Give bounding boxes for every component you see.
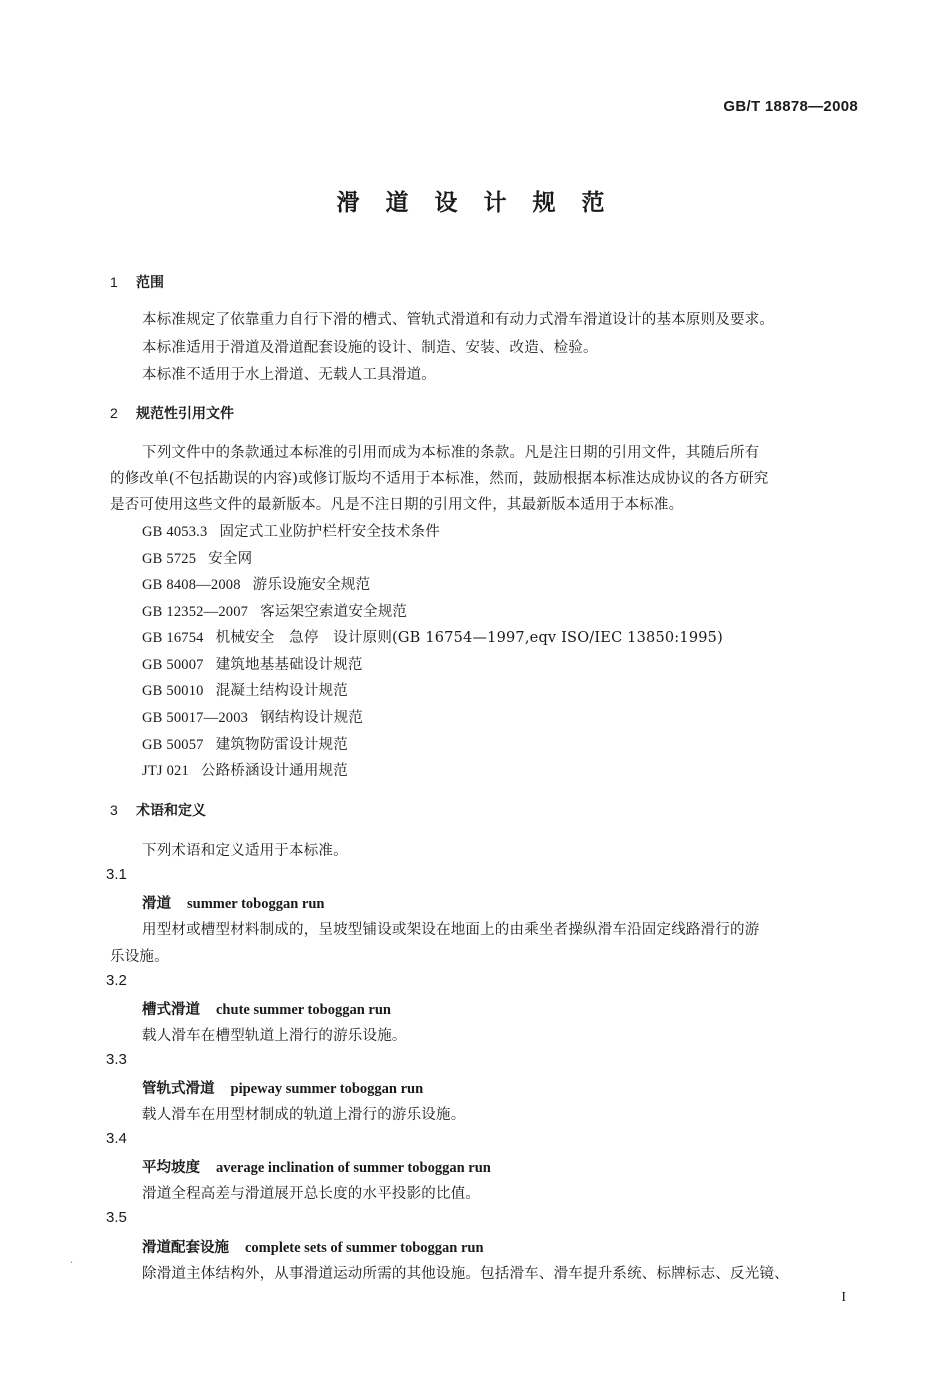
section-number: 1: [110, 274, 118, 290]
reference-code: GB 8408—2008: [142, 577, 241, 593]
term-zh: 滑道配套设施: [142, 1240, 229, 1256]
term-definition: 用型材或槽型材料制成的，呈坡型铺设或架设在地面上的由乘坐者操纵滑车沿固定线路滑行的游: [142, 922, 760, 938]
term-heading: [142, 1236, 484, 1257]
paragraph: 的修改单(不包括勘误的内容)或修订版均不适用于本标准，然而，鼓励根据本标准达成协议的各方研究: [110, 471, 769, 487]
paragraph: 下列术语和定义适用于本标准。: [142, 843, 348, 859]
section-1-heading: [110, 272, 164, 292]
section-number: 2: [110, 405, 118, 421]
term-definition: 除滑道主体结构外，从事滑道运动所需的其他设施。包括滑车、滑车提升系统、标牌标志、反光镜、: [142, 1266, 789, 1282]
reference-item: [142, 759, 348, 780]
reference-name: 公路桥涵设计通用规范: [200, 763, 348, 779]
clause-number: 3.1: [106, 866, 127, 883]
reference-name: 客运架空索道安全规范: [260, 604, 408, 620]
term-definition: 乐设施。: [110, 949, 169, 965]
reference-name: 安全网: [208, 551, 253, 567]
section-3-heading: [110, 800, 206, 820]
paragraph: 本标准适用于滑道及滑道配套设施的设计、制造、安装、改造、检验。: [142, 340, 598, 356]
reference-item: [142, 600, 407, 621]
term-zh: 滑道: [142, 896, 171, 912]
section-title: 规范性引用文件: [136, 406, 234, 422]
term-heading: [142, 1156, 491, 1177]
reference-code: GB 4053.3: [142, 524, 208, 540]
term-definition: 滑道全程高差与滑道展开总长度的水平投影的比值。: [142, 1186, 481, 1202]
reference-item: [142, 626, 723, 647]
term-definition: 载人滑车在用型材制成的轨道上滑行的游乐设施。: [142, 1107, 466, 1123]
paragraph: 下列文件中的条款通过本标准的引用而成为本标准的条款。凡是注日期的引用文件，其随后所有: [142, 445, 760, 461]
section-number: 3: [110, 802, 118, 818]
page-number: I: [841, 1290, 846, 1305]
reference-code: GB 12352—2007: [142, 604, 249, 620]
reference-name: 混凝土结构设计规范: [215, 683, 348, 699]
clause-number: 3.2: [106, 972, 127, 989]
reference-item: [142, 520, 440, 541]
reference-code: GB 50007: [142, 657, 204, 673]
reference-name: 建筑物防雷设计规范: [215, 737, 348, 753]
section-2-heading: [110, 403, 234, 423]
clause-number: 3.4: [106, 1130, 127, 1147]
reference-code: GB 50057: [142, 737, 204, 753]
reference-name: 钢结构设计规范: [260, 710, 364, 726]
term-en: complete sets of summer toboggan run: [245, 1240, 484, 1256]
term-en: pipeway summer toboggan run: [230, 1081, 424, 1097]
reference-item: [142, 547, 252, 568]
term-zh: 管轨式滑道: [142, 1081, 215, 1097]
reference-code: GB 50010: [142, 683, 204, 699]
paragraph: 是否可使用这些文件的最新版本。凡是不注日期的引用文件，其最新版本适用于本标准。: [110, 497, 684, 513]
document-title: 滑 道 设 计 规 范: [336, 190, 614, 216]
clause-number: 3.5: [106, 1209, 127, 1226]
paragraph: 本标准规定了依靠重力自行下滑的槽式、管轨式滑道和有动力式滑车滑道设计的基本原则及要求。: [142, 312, 775, 328]
term-heading: [142, 1077, 423, 1098]
reference-item: [142, 653, 363, 674]
reference-item: [142, 706, 363, 727]
section-title: 术语和定义: [136, 803, 206, 819]
reference-code: GB 16754: [142, 630, 204, 646]
reference-name: 机械安全 急停 设计原则(GB 16754—1997,eqv ISO/IEC 13850:1995): [215, 630, 723, 646]
reference-code: JTJ 021: [142, 763, 189, 779]
reference-name: 游乐设施安全规范: [252, 577, 371, 593]
term-heading: [142, 892, 325, 913]
reference-item: [142, 733, 348, 754]
term-en: average inclination of summer toboggan run: [216, 1160, 491, 1176]
term-en: summer toboggan run: [187, 896, 325, 912]
reference-item: [142, 679, 348, 700]
reference-code: GB 50017—2003: [142, 710, 249, 726]
term-definition: 载人滑车在槽型轨道上滑行的游乐设施。: [142, 1028, 407, 1044]
clause-number: 3.3: [106, 1051, 127, 1068]
term-heading: [142, 998, 391, 1019]
section-title: 范围: [136, 275, 164, 291]
term-zh: 槽式滑道: [142, 1002, 200, 1018]
reference-name: 建筑地基基础设计规范: [215, 657, 363, 673]
term-en: chute summer toboggan run: [216, 1002, 391, 1018]
term-zh: 平均坡度: [142, 1160, 200, 1176]
paragraph: 本标准不适用于水上滑道、无载人工具滑道。: [142, 367, 436, 383]
standard-number: GB/T 18878—2008: [723, 98, 858, 115]
reference-item: [142, 573, 370, 594]
reference-name: 固定式工业防护栏杆安全技术条件: [219, 524, 440, 540]
reference-code: GB 5725: [142, 551, 197, 567]
scan-mark: ·: [70, 1258, 74, 1269]
